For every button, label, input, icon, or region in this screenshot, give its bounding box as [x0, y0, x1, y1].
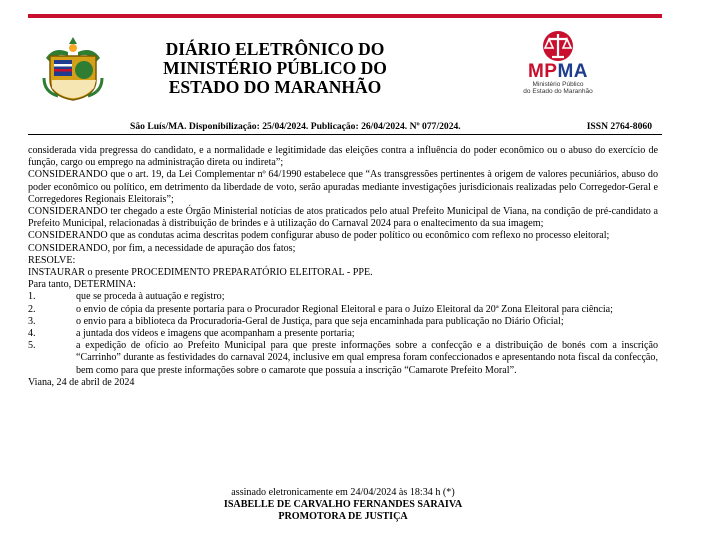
- journal-title-line: ESTADO DO MARANHÃO: [168, 77, 382, 97]
- scales-of-justice-icon: [541, 30, 575, 62]
- mpma-wordmark: [508, 63, 608, 81]
- item-text: a expedição de ofício ao Prefeito Municipal para que preste informações sobre a confecção e a distribuição de bonés com a inscrição “Carrinho” durante as festividades do carnaval 2024, inclusive em qual empresa foram confeccionados e apresentando nota fiscal da confecção, bem como para que preste informações sobre o camarote que possuía a inscrição “Camarote Prefeito Moral”.: [76, 340, 658, 376]
- journal-title-line: MINISTÉRIO PÚBLICO DO: [163, 58, 387, 78]
- journal-title: [150, 40, 400, 97]
- paragraph: RESOLVE:: [28, 254, 76, 266]
- item-number: 1.: [28, 291, 36, 303]
- paragraph: CONSIDERANDO ter chegado a este Órgão Ministerial notícias de atos praticados pelo atual Prefeito Municipal de Viana, na condição de pré-candidato a Prefeito Municipal, relacionadas à distribuição de brindes e à utilização do Carnaval 2024 para o enaltecimento da sua imagem;: [28, 206, 658, 230]
- paragraph: CONSIDERANDO, por fim, a necessidade de apuração dos fatos;: [28, 242, 296, 254]
- mpma-logo: [508, 30, 608, 100]
- signature-timestamp: assinado eletronicamente em 24/04/2024 às 18:34 h (*): [231, 487, 455, 498]
- mpma-wordmark-ma: MA: [557, 61, 589, 82]
- item-text: o envio de cópia da presente portaria para o Procurador Regional Eleitoral e para o Juízo Eleitoral da 20ª Zona Eleitoral para ciência;: [76, 303, 613, 315]
- journal-title-line: DIÁRIO ELETRÔNICO DO: [165, 39, 385, 59]
- issn: ISSN 2764-8060: [586, 121, 652, 132]
- issue-bar: [28, 119, 662, 135]
- list-item: [28, 328, 658, 340]
- document-body: [28, 145, 658, 389]
- signature-block: [28, 487, 658, 524]
- list-item: [28, 304, 658, 316]
- item-number: 2.: [28, 303, 36, 315]
- closing-date: Viana, 24 de abril de 2024: [28, 376, 135, 388]
- signer-name: ISABELLE DE CARVALHO FERNANDES SARAIVA: [223, 499, 463, 511]
- paragraph: considerada vida pregressa do candidato, e a normalidade e legitimidade das eleições contra a influência do poder econômico ou o abuso do exercício de função, cargo ou emprego na administração direta ou indireta”;: [28, 145, 658, 169]
- item-number: 4.: [28, 328, 36, 340]
- header-rule: [28, 14, 662, 18]
- paragraph: Para tanto, DETERMINA:: [28, 279, 136, 291]
- item-text: o envio para a biblioteca da Procuradoria-Geral de Justiça, para que seja encaminhada para publicação no Diário Oficial;: [76, 315, 564, 327]
- item-number: 5.: [28, 340, 36, 352]
- list-item: [28, 291, 658, 303]
- publication-info: São Luís/MA. Disponibilização: 25/04/2024. Publicação: 26/04/2024. Nº 077/2024.: [130, 121, 461, 132]
- mpma-subtitle: do Estado do Maranhão: [523, 88, 593, 95]
- paragraph: CONSIDERANDO que o art. 19, da Lei Complementar nº 64/1990 estabelece que “As transgressões pertinentes à origem de valores pecuniários, abuso do poder econômico ou político, em detrimento da liberdade de voto, serão apuradas mediante investigações jurisdicionais realizadas pelo Corregedor-Geral e Corregedores Regionais Eleitorais”;: [28, 169, 658, 205]
- list-item: [28, 340, 658, 377]
- mpma-subtitle: Ministério Público: [532, 81, 584, 88]
- mpma-wordmark-mp: MP: [527, 61, 558, 82]
- item-text: a juntada dos vídeos e imagens que acompanham a presente portaria;: [76, 328, 355, 340]
- list-item: [28, 316, 658, 328]
- item-text: que se proceda à autuação e registro;: [76, 291, 225, 303]
- signer-role: PROMOTORA DE JUSTIÇA: [278, 511, 408, 523]
- state-coat-of-arms-icon: [40, 36, 106, 102]
- paragraph: CONSIDERANDO que as condutas acima descritas podem configurar abuso de poder político ou econômico com reflexo no processo eleitoral;: [28, 230, 610, 242]
- paragraph: INSTAURAR o presente PROCEDIMENTO PREPARATÓRIO ELEITORAL - PPE.: [28, 267, 373, 279]
- item-number: 3.: [28, 315, 36, 327]
